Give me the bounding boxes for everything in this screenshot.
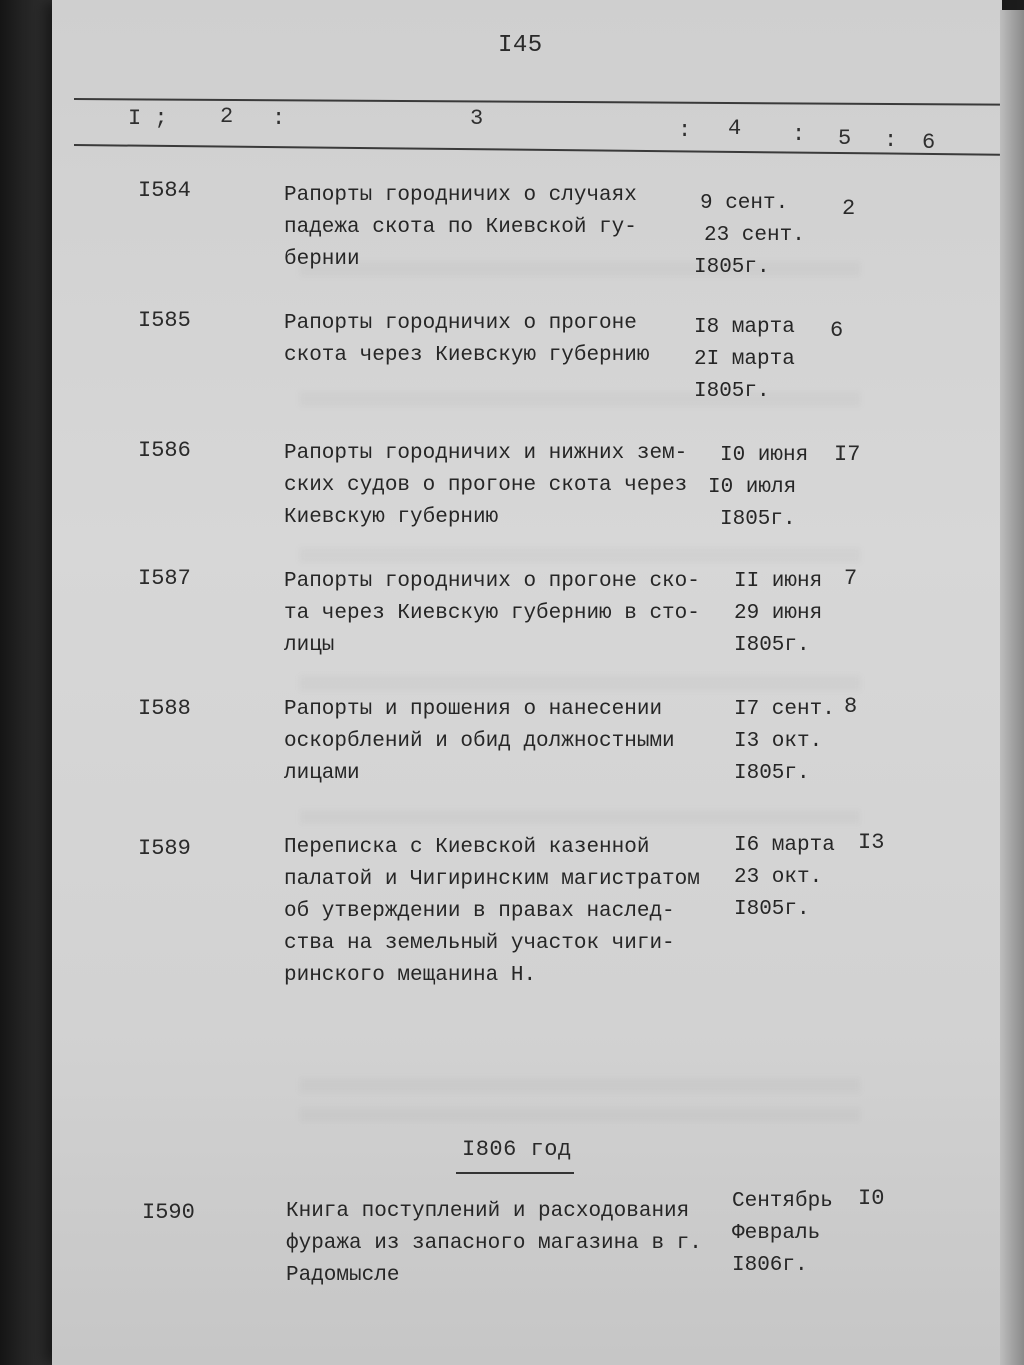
entry-title-line: лицы <box>284 634 335 657</box>
entry-number: I586 <box>138 438 191 463</box>
entry-number: I589 <box>138 836 191 861</box>
entry-date-start: I6 марта <box>734 834 835 857</box>
entry-date-end: 23 окт. <box>734 866 823 889</box>
entry-date-start: II июня <box>734 570 823 593</box>
entry-title-line: Радомысле <box>286 1264 400 1287</box>
entry-title-line: Рапорты и прошения о нанесении <box>284 698 663 721</box>
column-separator: : <box>272 106 286 131</box>
entry-sheets: I3 <box>858 830 885 855</box>
entry-number: I584 <box>138 178 191 203</box>
entry-date-end: Февраль <box>732 1222 821 1245</box>
entry-sheets: 8 <box>844 694 858 719</box>
entry-sheets: I0 <box>858 1186 885 1211</box>
entry-title-line: Рапорты городничих о прогоне <box>284 312 637 335</box>
entry-title <box>284 694 704 790</box>
entry-sheets: I7 <box>834 442 861 467</box>
entry-date-end: I0 июля <box>708 476 797 499</box>
entry-number: I587 <box>138 566 191 591</box>
entry-dates <box>694 188 840 284</box>
entry-title-line: фуража из запасного магазина в г. <box>286 1232 702 1255</box>
entry-title-line: палатой и Чигиринским магистратом <box>284 868 700 891</box>
entry-date-start: 9 сент. <box>700 192 789 215</box>
bleed-through <box>300 676 860 690</box>
column-header-4: 4 <box>728 116 742 141</box>
entry-title-line: оскорблений и обид должностными <box>284 730 675 753</box>
entry-title-line: Киевскую губернию <box>284 506 499 529</box>
entry-dates <box>694 312 834 408</box>
column-separator: : <box>678 118 692 143</box>
entry-title-line: Рапорты городничих о прогоне ско- <box>284 570 700 593</box>
column-header-2: 2 <box>220 104 234 129</box>
entry-date-year: I805г. <box>694 256 770 279</box>
entry-title-line: бернии <box>284 248 360 271</box>
section-heading-underline <box>456 1172 574 1174</box>
entry-title <box>284 180 704 276</box>
section-heading: I806 год <box>462 1137 572 1162</box>
column-header-3: 3 <box>470 106 484 131</box>
entry-date-year: I805г. <box>694 380 770 403</box>
page-edge <box>1000 10 1024 1365</box>
entry-number: I585 <box>138 308 191 333</box>
column-header-6: 6 <box>922 130 936 155</box>
entry-dates <box>734 830 874 926</box>
entry-title-line: Рапорты городничих о случаях <box>284 184 637 207</box>
entry-number: I588 <box>138 696 191 721</box>
entry-title-line: ринского мещанина Н. <box>284 964 537 987</box>
entry-title-line: скота через Киевскую губернию <box>284 344 650 367</box>
entry-sheets: 6 <box>830 318 844 343</box>
entry-date-end: 29 июня <box>734 602 823 625</box>
entry-title <box>284 832 704 992</box>
entry-title-line: лицами <box>284 762 360 785</box>
entry-title-line: Рапорты городничих и нижних зем- <box>284 442 688 465</box>
entry-date-year: I805г. <box>734 762 810 785</box>
bleed-through <box>300 810 860 824</box>
column-separator: : <box>884 128 898 153</box>
entry-date-year: I805г. <box>720 508 796 531</box>
entry-title <box>284 438 704 534</box>
entry-date-start: I7 сент. <box>734 698 835 721</box>
entry-title-line: Книга поступлений и расходования <box>286 1200 690 1223</box>
entry-date-year: I806г. <box>732 1254 808 1277</box>
entry-date-year: I805г. <box>734 634 810 657</box>
entry-title-line: ских судов о прогоне скота через <box>284 474 688 497</box>
entry-date-end: 2I марта <box>694 348 795 371</box>
entry-title <box>284 566 704 662</box>
entry-date-end: 23 сент. <box>704 224 805 247</box>
entry-date-end: I3 окт. <box>734 730 823 753</box>
entry-date-start: I0 июня <box>720 444 809 467</box>
column-separator: : <box>792 122 806 147</box>
entry-date-start: Сентябрь <box>732 1190 833 1213</box>
column-header-5: 5 <box>838 126 852 151</box>
entry-title-line: падежа скота по Киевской гу- <box>284 216 637 239</box>
entry-date-start: I8 марта <box>694 316 795 339</box>
entry-title-line: Переписка с Киевской казенной <box>284 836 650 859</box>
bleed-through <box>300 1078 860 1092</box>
column-header-1: I ; <box>128 106 168 131</box>
entry-title-line: об утверждении в правах наслед- <box>284 900 675 923</box>
page-number: I45 <box>498 32 543 59</box>
entry-number: I590 <box>142 1200 195 1225</box>
entry-title <box>286 1196 706 1292</box>
entry-title-line: та через Киевскую губернию в сто- <box>284 602 700 625</box>
bleed-through <box>300 1108 860 1122</box>
entry-sheets: 2 <box>842 196 856 221</box>
entry-title <box>284 308 704 372</box>
entry-sheets: 7 <box>844 566 858 591</box>
entry-date-year: I805г. <box>734 898 810 921</box>
bleed-through <box>300 548 860 562</box>
entry-title-line: ства на земельный участок чиги- <box>284 932 675 955</box>
entry-dates <box>732 1186 872 1282</box>
